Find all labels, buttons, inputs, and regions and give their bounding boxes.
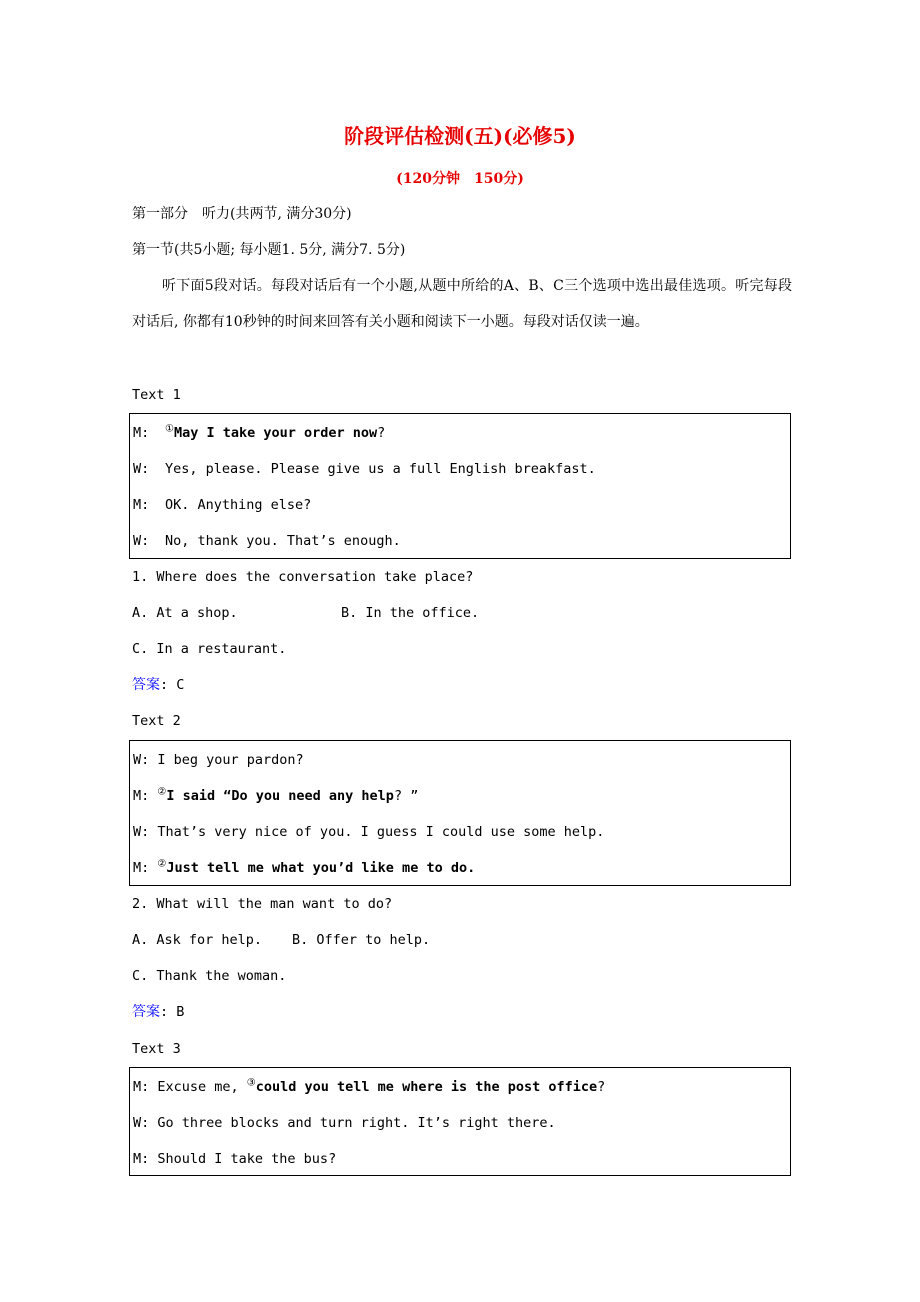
q1-option-c: C. In a restaurant. [132,641,287,657]
page-title: 阶段评估检测(五)(必修5) [344,124,576,148]
q1-answer [132,675,184,695]
marker-2: ② [157,786,167,798]
dialogue-line: M: ②Just tell me what you’d like me to do. [133,858,476,876]
dialogue-line: W: No, thank you. That’s enough. [133,533,401,549]
answer-label: 答案 [132,1004,160,1020]
text1-dialogue-box [129,413,791,559]
question-2: 2. What will the man want to do? [132,896,393,912]
part-heading: 第一部分 听力(共两节, 满分30分) [132,206,352,222]
text3-label: Text 3 [132,1041,181,1057]
dialogue-line: W: I beg your pardon? [133,752,304,768]
text3-dialogue-box [129,1067,791,1176]
dialogue-line: W: That’s very nice of you. I guess I could use some help. [133,824,605,840]
marker-3: ③ [246,1077,256,1089]
q2-answer [132,1002,184,1022]
question-1: 1. Where does the conversation take place? [132,569,474,585]
page-subtitle: (120分钟 150分) [396,171,524,187]
text2-label: Text 2 [132,713,181,729]
dialogue-line: M: Excuse me, ③could you tell me where is the post office? [133,1077,606,1095]
answer-value: : C [160,677,185,693]
marker-2: ② [157,858,167,870]
q1-option-b: B. In the office. [341,605,480,621]
dialogue-line: W: Yes, please. Please give us a full English breakfast. [133,461,596,477]
answer-value: : B [160,1004,185,1020]
q2-option-a: A. Ask for help. [132,932,263,948]
dialogue-line: M: ①May I take your order now? [133,423,386,441]
q2-option-b: B. Offer to help. [292,932,431,948]
text2-dialogue-box [129,740,791,886]
dialogue-line: M: ②I said “Do you need any help? ” [133,786,419,804]
text1-label: Text 1 [132,387,181,403]
answer-label: 答案 [132,677,160,693]
section-heading: 第一节(共5小题; 每小题1. 5分, 满分7. 5分) [132,242,406,258]
dialogue-line: W: Go three blocks and turn right. It’s right there. [133,1115,556,1131]
marker-1: ① [165,423,174,435]
instructions-paragraph: 听下面5段对话。每段对话后有一个小题,从题中所给的A、B、C三个选项中选出最佳选项。听完每段对话后, 你都有10秒钟的时间来回答有关小题和阅读下一小题。每段对话仅读一遍。 [132,278,792,330]
q2-option-c: C. Thank the woman. [132,968,287,984]
dialogue-line: M: Should I take the bus? [133,1151,337,1167]
q1-option-a: A. At a shop. [132,605,238,621]
dialogue-line: M: OK. Anything else? [133,497,312,513]
